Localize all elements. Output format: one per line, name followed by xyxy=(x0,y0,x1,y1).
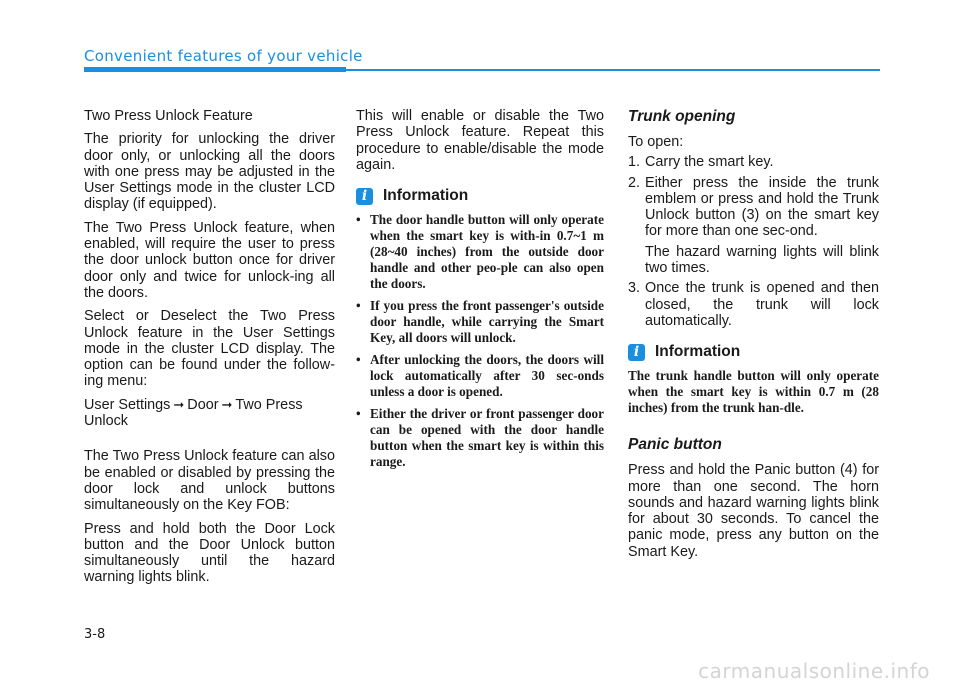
info-body: The trunk handle button will only operate when the smart key is within 0.7 m (28 inches) from the trunk han-dle. xyxy=(628,368,879,416)
paragraph-priority: The priority for unlocking the driver door only, or unlocking all the doors with one press may be adjusted in the User Settings mode in the cluster LCD display (if equipped). xyxy=(84,131,335,213)
paragraph-press-hold: Press and hold both the Door Lock button and the Door Unlock button simultaneously until the hazard warning lights blink. xyxy=(84,520,335,586)
trunk-opening-heading: Trunk opening xyxy=(628,108,736,125)
menu-path-item-two-press-unlock: Two Press Unlock xyxy=(84,396,303,430)
info-icon: i xyxy=(356,188,373,205)
step-note: The hazard warning lights will blink two times. xyxy=(645,243,879,277)
menu-path-item-door: Door xyxy=(187,396,219,413)
step-number: 3. xyxy=(628,280,641,297)
menu-path xyxy=(84,397,335,430)
arrow-right-icon: ➞ xyxy=(173,396,185,412)
trunk-steps xyxy=(628,154,879,329)
arrow-right-icon: ➞ xyxy=(221,396,233,412)
info-list-item: • After unlocking the doors, the doors will lock automatically after 30 sec-onds unless a door is opened. xyxy=(356,352,604,400)
info-header xyxy=(628,343,879,361)
info-title: Information xyxy=(655,343,741,361)
panic-body: Press and hold the Panic button (4) for more than one second. The horn sounds and hazard warning lights blink for about 30 seconds. To cancel the panic mode, press any button on the Smart Key. xyxy=(628,462,879,560)
paragraph-repeat: This will enable or disable the Two Press Unlock feature. Repeat this procedure to enable/disable the mode again. xyxy=(356,108,604,173)
right-column xyxy=(628,108,879,567)
step-item xyxy=(628,175,879,277)
info-list-item: • The door handle button will only operate when the smart key is with-in 0.7~1 m (28~40 inches) from the outside door handle and other peo-ple can also open the doors. xyxy=(356,212,604,292)
paragraph-key-fob: The Two Press Unlock feature can also be enabled or disabled by pressing the door lock and unlock buttons simultaneously on the Key FOB: xyxy=(84,448,335,514)
paragraph-enabled: The Two Press Unlock feature, when enabled, will require the user to press the door unlock button once for driver door only and twice for unlock-ing all the doors. xyxy=(84,219,335,301)
info-list xyxy=(356,212,604,470)
info-title: Information xyxy=(383,187,469,205)
page-number: 3-8 xyxy=(84,627,106,642)
menu-path-item-user-settings: User Settings xyxy=(84,396,171,413)
watermark: carmanualsonline.info xyxy=(698,659,930,683)
step-item xyxy=(628,154,879,170)
feature-heading: Two Press Unlock Feature xyxy=(84,108,253,124)
middle-column xyxy=(356,108,604,476)
section-header-title: Convenient features of your vehicle xyxy=(84,47,363,65)
header-accent-bar xyxy=(84,67,346,72)
info-list-item: • Either the driver or front passenger door can be opened with the door handle button when the smart key is within this range. xyxy=(356,406,604,470)
info-icon: i xyxy=(628,344,645,361)
step-item xyxy=(628,280,879,329)
paragraph-select: Select or Deselect the Two Press Unlock feature in the User Settings mode in the cluster LCD display. The option can be found under the follow-ing menu: xyxy=(84,308,335,390)
info-list-item: • If you press the front passenger's outside door handle, while carrying the Smart Key, all doors will unlock. xyxy=(356,298,604,346)
step-number: 1. xyxy=(628,154,641,171)
trunk-intro: To open: xyxy=(628,134,684,150)
step-text: Either press the inside the trunk emblem or press and hold the Trunk Unlock button (3) on the smart key for more than one sec-ond. xyxy=(645,174,879,240)
info-header xyxy=(356,187,604,205)
header-rule xyxy=(346,69,880,71)
step-text: Once the trunk is opened and then closed, the trunk will lock automatically. xyxy=(645,280,879,329)
step-number: 2. xyxy=(628,174,641,191)
panic-button-heading: Panic button xyxy=(628,436,722,454)
step-text: Carry the smart key. xyxy=(645,154,774,171)
left-column xyxy=(84,108,335,593)
